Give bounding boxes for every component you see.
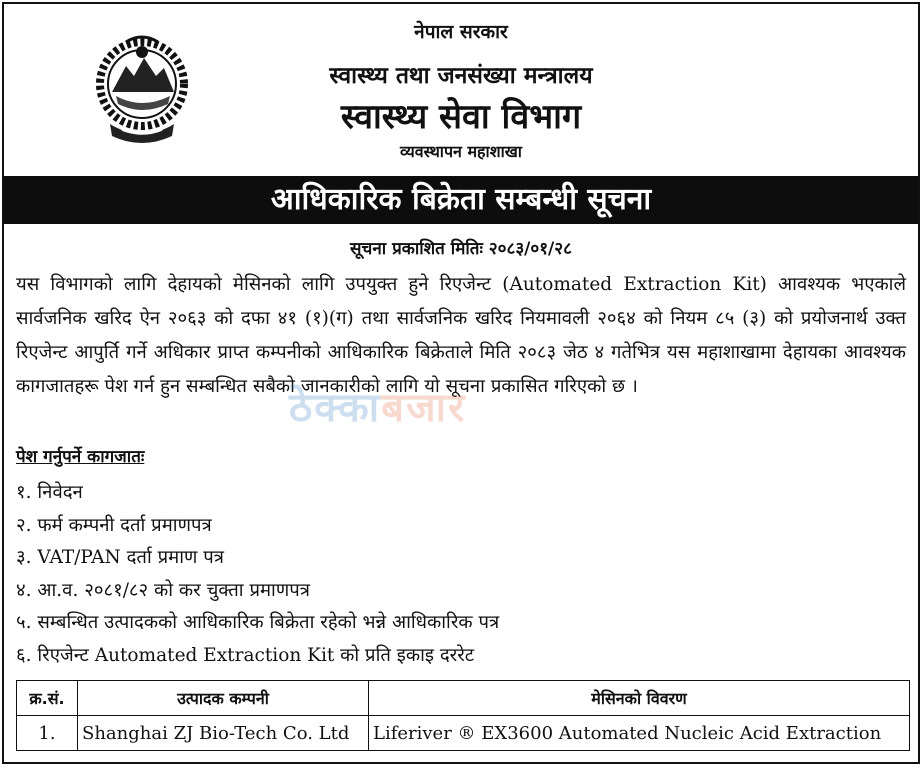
documents-heading: पेश गर्नुपर्ने कागजातः [16, 447, 145, 467]
table-row [17, 716, 910, 751]
header-machine-details: मेसिनको विवरण [369, 681, 910, 716]
list-item: २. फर्म कम्पनी दर्ता प्रमाणपत्र [16, 514, 212, 536]
ministry-name: स्वास्थ्य तथा जनसंख्या मन्त्रालय [329, 63, 593, 89]
header-manufacturer: उत्पादक कम्पनी [78, 681, 369, 716]
letterhead [4, 4, 918, 172]
notice-page [2, 2, 920, 764]
list-item: ६. रिएजेन्ट Automated Extraction Kit को प्रति इकाइ दररेट [16, 644, 475, 666]
list-item: ५. सम्बन्धित उत्पादकको आधिकारिक बिक्रेता रहेको भन्ने आधिकारिक पत्र [16, 612, 500, 633]
header-serial: क्र.सं. [17, 681, 78, 716]
list-item: ३. VAT/PAN दर्ता प्रमाण पत्र [16, 547, 224, 568]
vendor-table [16, 680, 910, 751]
cell-manufacturer: Shanghai ZJ Bio-Tech Co. Ltd [78, 716, 369, 751]
division-name: व्यवस्थापन महाशाखा [400, 142, 522, 161]
published-date: सूचना प्रकाशित मितिः २०८३/०१/२८ [350, 239, 572, 259]
department-name: स्वास्थ्य सेवा विभाग [340, 97, 582, 137]
list-item: १. निवेदन [16, 482, 83, 503]
table-header-row [17, 681, 910, 716]
cell-serial: 1. [17, 716, 78, 751]
notice-title: आधिकारिक बिक्रेता सम्बन्धी सूचना [4, 176, 918, 224]
list-item: ४. आ.व. २०८१/८२ को कर चुक्ता प्रमाणपत्र [16, 579, 310, 601]
watermark-part-1: ठेक्का [289, 385, 382, 431]
watermark-part-2: बजार [381, 385, 467, 431]
cell-machine-details: Liferiver ® EX3600 Automated Nucleic Acid Extraction [369, 716, 910, 751]
notice-body: यस विभागको लागि देहायको मेसिनको लागि उपयुक्त हुने रिएजेन्ट (Automated Extraction Kit) आवश्यक भएकाले सार्वजनिक खरिद ऐन २०६३ को दफा ४१ (१)(ग) तथा सार्वजनिक खरिद नियमावली २०६४ को नियम ८५ (३) को प्रयोजनार्थ उक्त रिएजेन्ट आपुर्ति गर्ने अधिकार प्राप्त कम्पनीको आधिकारिक बिक्रेताले मिति २०८३ जेठ ४ गतेभित्र यस महाशाखामा देहायका आवश्यक कागजातहरू पेश गर्न हुन सम्बन्धित सबैको जानकारीको लागि यो सूचना प्रकासित गरिएको छ । [16, 274, 906, 397]
documents-list [16, 478, 499, 673]
government-name: नेपाल सरकार [414, 21, 508, 43]
